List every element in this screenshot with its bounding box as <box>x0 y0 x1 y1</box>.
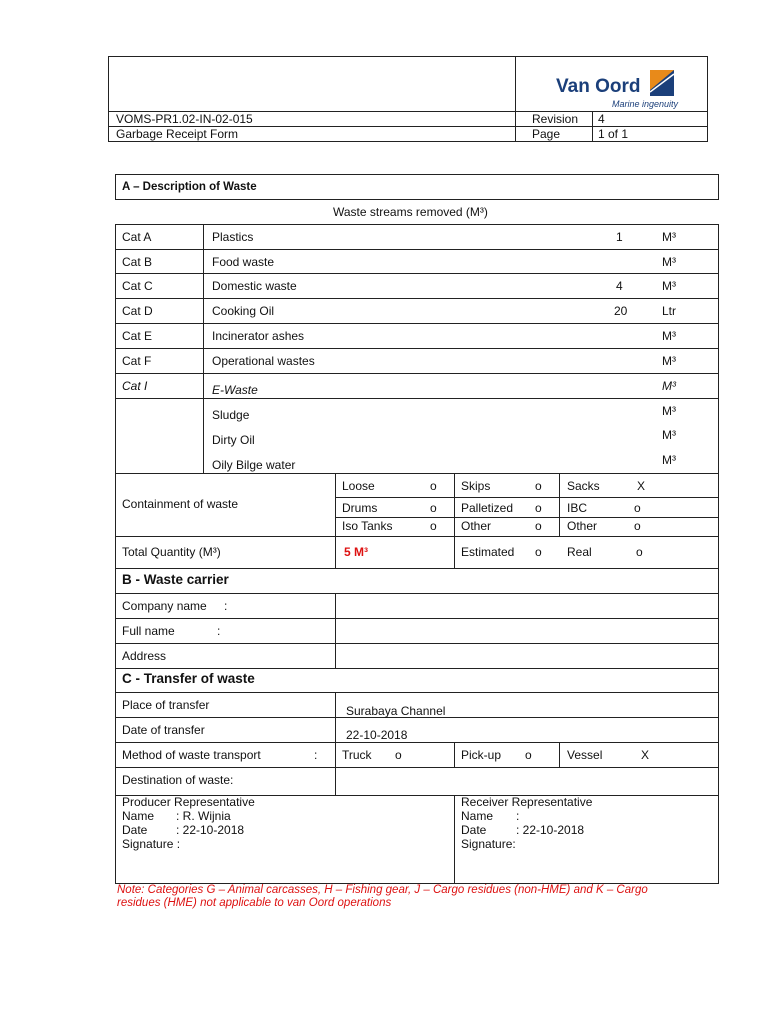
transport-method-colon: : <box>314 748 318 762</box>
producer-name-value[interactable]: : R. Wijnia <box>176 809 231 823</box>
producer-name-label: Name <box>122 809 155 823</box>
option-checkbox[interactable]: X <box>637 479 646 493</box>
date-of-transfer-value[interactable]: 22-10-2018 <box>346 728 408 742</box>
place-of-transfer-value[interactable]: Surabaya Channel <box>346 704 446 718</box>
page-value: 1 of 1 <box>598 127 629 141</box>
transport-method-label: Method of waste transport <box>122 748 261 762</box>
revision-label: Revision <box>532 112 579 126</box>
section-c-title: C - Transfer of waste <box>122 671 255 686</box>
option-checkbox[interactable]: o <box>525 748 532 762</box>
category-code: Cat D <box>122 304 153 318</box>
option-checkbox[interactable]: o <box>535 519 542 533</box>
document-code: VOMS-PR1.02-IN-02-015 <box>116 112 253 126</box>
address-field[interactable] <box>337 645 717 667</box>
option-checkbox[interactable]: o <box>430 479 437 493</box>
receiver-name-label: Name <box>461 809 494 823</box>
category-name: Domestic waste <box>212 279 297 293</box>
category-name: Plastics <box>212 230 254 244</box>
option-checkbox[interactable]: o <box>395 748 402 762</box>
category-name: Operational wastes <box>212 354 315 368</box>
category-code: Cat C <box>122 279 153 293</box>
full-name-field[interactable] <box>337 620 717 642</box>
company-name-label: Company name <box>122 599 207 613</box>
logo-wordmark: Van Oord <box>556 76 641 97</box>
section-a-title: A – Description of Waste <box>122 181 257 193</box>
section-b-title: B - Waste carrier <box>122 572 229 587</box>
category-quantity: 4 <box>616 279 623 293</box>
category-unit: M³ <box>662 279 676 293</box>
category-quantity: 1 <box>616 230 623 244</box>
receiver-date-label: Date <box>461 823 487 837</box>
category-name: Oily Bilge water <box>212 458 296 472</box>
destination-field[interactable] <box>337 769 717 794</box>
category-unit: M³ <box>662 453 676 467</box>
option-label: Estimated <box>461 545 515 559</box>
address-label: Address <box>122 649 167 663</box>
category-name: Dirty Oil <box>212 433 255 447</box>
receiver-name-value[interactable]: : <box>516 809 520 823</box>
option-checkbox[interactable]: X <box>641 748 650 762</box>
place-of-transfer-label: Place of transfer <box>122 698 210 712</box>
full-name-colon: : <box>217 624 221 638</box>
category-name: Sludge <box>212 408 250 422</box>
receiver-signature-field[interactable] <box>525 836 710 876</box>
option-checkbox[interactable]: o <box>430 519 437 533</box>
option-checkbox[interactable]: o <box>535 545 542 559</box>
option-checkbox[interactable]: o <box>634 519 641 533</box>
category-unit: M³ <box>662 255 676 269</box>
full-name-label: Full name <box>122 624 175 638</box>
receiver-title: Receiver Representative <box>461 795 593 809</box>
category-unit: Ltr <box>662 304 677 318</box>
category-unit: M³ <box>662 354 676 368</box>
producer-title: Producer Representative <box>122 795 255 809</box>
producer-date-value[interactable]: : 22-10-2018 <box>176 823 245 837</box>
category-name: Incinerator ashes <box>212 329 305 343</box>
total-quantity-label: Total Quantity (M³) <box>122 545 221 559</box>
logo-emblem-icon <box>650 70 674 96</box>
option-label: Pick-up <box>461 748 502 762</box>
option-label: Other <box>461 519 492 533</box>
category-code: Cat A <box>122 230 152 244</box>
option-checkbox[interactable]: o <box>636 545 643 559</box>
category-unit: M³ <box>662 404 676 418</box>
category-unit: M³ <box>662 428 676 442</box>
option-checkbox[interactable]: o <box>535 501 542 515</box>
option-label: IBC <box>567 501 588 515</box>
company-name-field[interactable] <box>337 595 717 617</box>
option-checkbox[interactable]: o <box>634 501 641 515</box>
option-checkbox[interactable]: o <box>535 479 542 493</box>
waste-streams-subtitle: Waste streams removed (M³) <box>333 205 488 219</box>
producer-date-label: Date <box>122 823 148 837</box>
option-label: Truck <box>342 748 372 762</box>
producer-signature-field[interactable] <box>190 836 440 876</box>
category-unit: M³ <box>662 230 676 244</box>
option-label: Other <box>567 519 598 533</box>
category-name: Food waste <box>212 255 275 269</box>
category-name: E-Waste <box>212 383 258 397</box>
category-quantity: 20 <box>614 304 628 318</box>
receiver-signature-label: Signature: <box>461 837 516 851</box>
category-code: Cat B <box>122 255 153 269</box>
option-label: Palletized <box>461 501 514 515</box>
category-code: Cat F <box>122 354 152 368</box>
category-unit: M³ <box>662 329 676 343</box>
destination-label: Destination of waste: <box>122 773 234 787</box>
option-label: Drums <box>342 501 378 515</box>
category-code: Cat E <box>122 329 153 343</box>
option-label: Loose <box>342 479 375 493</box>
category-unit: M³ <box>662 379 676 393</box>
revision-value: 4 <box>598 112 605 126</box>
option-label: Real <box>567 545 592 559</box>
page-label: Page <box>532 127 561 141</box>
document-title: Garbage Receipt Form <box>116 127 239 141</box>
company-name-colon: : <box>224 599 228 613</box>
receiver-date-value[interactable]: : 22-10-2018 <box>516 823 585 837</box>
producer-signature-label: Signature : <box>122 837 181 851</box>
option-label: Skips <box>461 479 491 493</box>
date-of-transfer-label: Date of transfer <box>122 723 205 737</box>
logo-tagline: Marine ingenuity <box>612 99 679 109</box>
option-label: Iso Tanks <box>342 519 393 533</box>
option-label: Vessel <box>567 748 603 762</box>
footnote: Note: Categories G – Animal carcasses, H – Fishing gear, J – Cargo residues (non-HME) and K – Cargo residues (HME) not applicable to van Oord operations <box>117 884 648 909</box>
option-checkbox[interactable]: o <box>430 501 437 515</box>
category-code: Cat I <box>122 379 148 393</box>
containment-label: Containment of waste <box>122 497 239 511</box>
option-label: Sacks <box>567 479 600 493</box>
category-name: Cooking Oil <box>212 304 275 318</box>
total-quantity-value[interactable]: 5 M³ <box>344 545 368 559</box>
